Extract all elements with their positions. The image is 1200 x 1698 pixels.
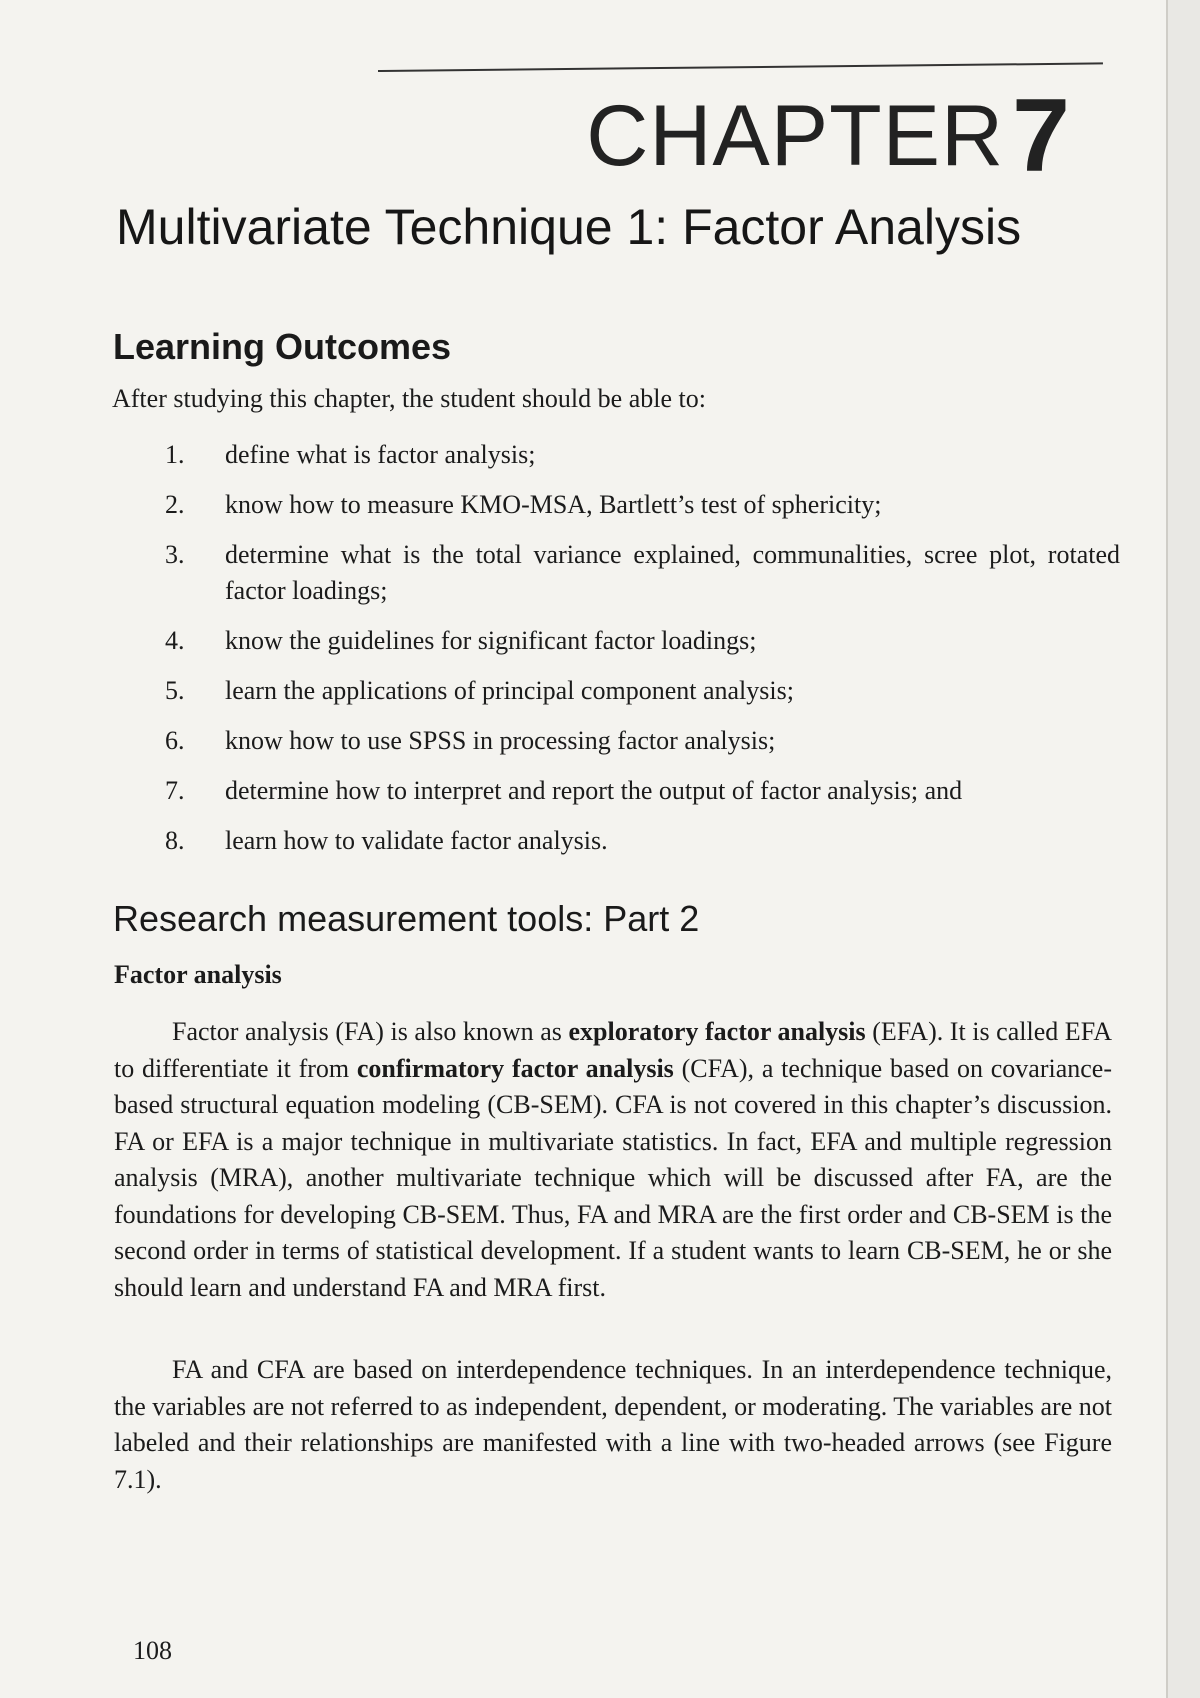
term-efa: exploratory factor analysis — [568, 1017, 866, 1046]
body-paragraph-2: FA and CFA are based on interdependence techniques. In an interdependence technique, the variables are not referred to as independent, dependent, or moderating. The variables are not labeled and their relationships are manifested with a line with two-headed arrows (see Figure 7.1). — [114, 1355, 1112, 1494]
learning-outcomes-list — [165, 437, 1120, 873]
term-cfa: confirmatory factor analysis — [356, 1053, 674, 1083]
chapter-number: 7 — [1012, 78, 1071, 194]
chapter-title: Multivariate Technique 1: Factor Analysis — [116, 199, 1022, 255]
subsection-heading: Factor analysis — [114, 960, 282, 989]
list-item: 2. know how to measure KMO-MSA, Bartlett’s test of sphericity; — [165, 490, 882, 519]
list-item: 8. learn how to validate factor analysis. — [165, 826, 608, 855]
page-number: 108 — [133, 1636, 172, 1665]
learning-outcomes-heading: Learning Outcomes — [113, 326, 452, 367]
learning-outcomes-intro: After studying this chapter, the student should be able to: — [112, 384, 706, 413]
chapter-label: CHAPTER7 — [586, 78, 1071, 194]
body-paragraph-1: Factor analysis (FA) is also known as exploratory factor analysis (EFA). It is called EFA to differentiate it from confirmatory factor analysis (CFA), a technique based on covariance-based structural equation modeling (CB-SEM). CFA is not covered in this chapter’s discussion. FA or EFA is a major technique in multivariate statistics. In fact, EFA and multiple regression analysis (MRA), another multivariate technique which will be discussed after FA, are the foundations for developing CB-SEM. Thus, FA and MRA are the first order and CB-SEM is the second order in terms of statistical development. If a student wants to learn CB-SEM, he or she should learn and understand FA and MRA first. — [114, 1017, 1112, 1302]
list-item: 3. determine what is the total variance explained, communalities, scree plot, rotated factor loadings; — [165, 540, 1120, 605]
header-rule — [378, 62, 1103, 72]
list-item: 1. define what is factor analysis; — [165, 440, 536, 469]
list-item: 6. know how to use SPSS in processing factor analysis; — [165, 726, 776, 755]
list-item: 5. learn the applications of principal component analysis; — [165, 676, 794, 705]
list-item: 4. know the guidelines for significant factor loadings; — [165, 626, 757, 655]
section-heading: Research measurement tools: Part 2 — [113, 898, 700, 939]
list-item: 7. determine how to interpret and report the output of factor analysis; and — [165, 776, 963, 805]
